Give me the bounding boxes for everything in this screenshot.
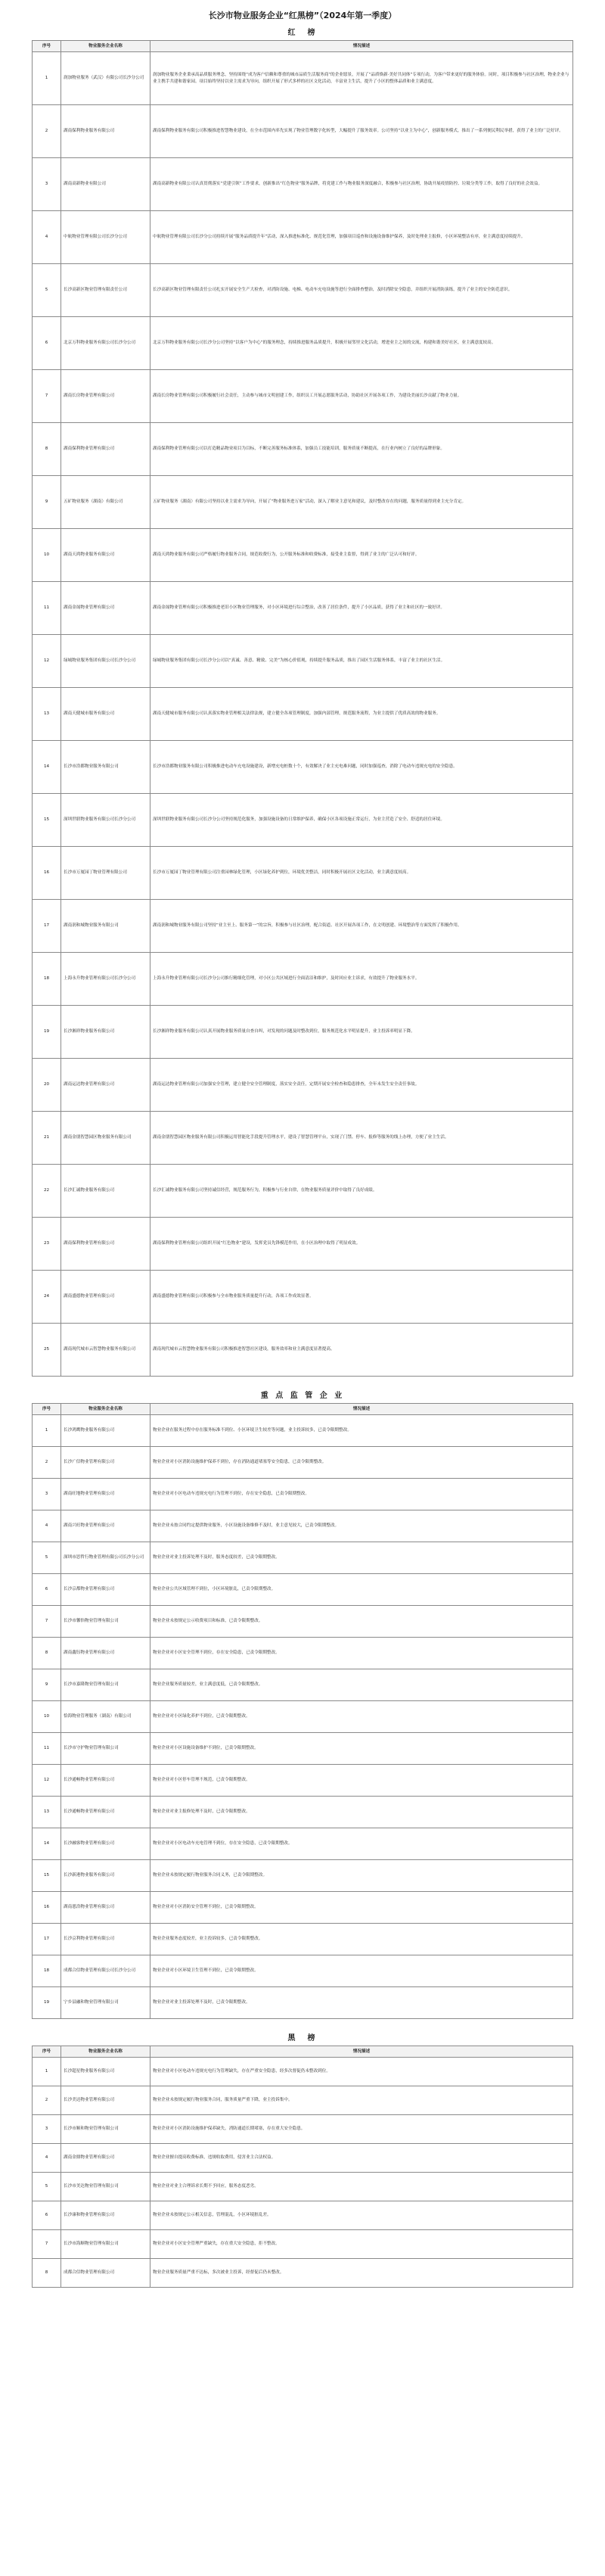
situation-description: 物业企业对业主投诉处理不及时，已责令限期整改。	[150, 1987, 573, 2019]
company-name: 长沙超星物业服务有限公司	[61, 2058, 150, 2086]
table-row	[33, 1765, 573, 1797]
row-number: 15	[33, 1860, 61, 1892]
situation-description: 湖南保利物业管理有限公司组织开展“红色物业”建设，发挥党员先锋模范作用，在小区治理中取得了明显成效。	[150, 1218, 573, 1271]
company-name: 湖南长房物业管理有限公司	[61, 370, 150, 423]
row-number: 22	[33, 1165, 61, 1218]
company-name: 湖南现代城市云智慧物业服务有限公司	[61, 1324, 150, 1377]
company-name: 长沙市嘉隆物业管理有限公司	[61, 1669, 150, 1701]
row-number: 23	[33, 1218, 61, 1271]
table-row	[33, 1797, 573, 1828]
header-name: 物业服务企业名称	[61, 2046, 150, 2058]
company-name: 长沙市馨怡物业管理有限公司	[61, 1606, 150, 1638]
row-number: 8	[33, 423, 61, 476]
situation-description: 物业企业对小区电动车违规充电行为管理缺失，存在严重安全隐患，经多次督促仍未整改到位。	[150, 2058, 573, 2086]
red-list-body	[33, 52, 573, 1377]
company-name: 成都合信物业管理有限公司	[61, 2259, 150, 2288]
situation-description: 湖南高新物业有限公司认真贯彻落实“党建引领”工作要求，创新推出“红色物业”服务品牌，将党建工作与物业服务深度融合，积极参与社区治理，协助开展疫情防控、垃圾分类等工作，取得了良好的社会效益。	[150, 158, 573, 211]
situation-description: 润加物业服务企业秉承高品质服务理念，坚持围绕“成为客户信赖和尊重的城市品质生活服务商”的企业愿景，开展了“品质焕新·美好共同体”专项行动，为客户带来更好的服务体验。同时，项目积极参与社区治理，物业企业与业主携手共建和谐家园。项目始终坚持以业主需求为导向，组织开展了形式多样的社区文化活动，丰富业主生活，提升了小区的整体品质和业主满意度。	[150, 52, 573, 105]
company-name: 湖南保利物业服务有限公司	[61, 105, 150, 158]
row-number: 18	[33, 953, 61, 1006]
company-name: 长沙市万厦园丁物业管理有限公司	[61, 847, 150, 900]
situation-description: 物业企业对小区电动车充电管理不到位，存在安全隐患，已责令限期整改。	[150, 1828, 573, 1860]
table-row	[33, 1892, 573, 1924]
company-name: 长沙通畅物业管理有限公司	[61, 1765, 150, 1797]
table-row	[33, 158, 573, 211]
table-row	[33, 847, 573, 900]
situation-description: 上海永升物业管理有限公司长沙分公司推行精细化管理，对小区公共区域进行全面清洁和维护，及时回应业主诉求，有效提升了物业服务水平。	[150, 953, 573, 1006]
company-name: 宁乡县融和物业管理有限公司	[61, 1987, 150, 2019]
table-row	[33, 2144, 573, 2173]
company-name: 湖南旺地物业管理有限公司	[61, 1479, 150, 1510]
row-number: 21	[33, 1112, 61, 1165]
table-row	[33, 1606, 573, 1638]
company-name: 湖南金鼎物业管理有限公司	[61, 2144, 150, 2173]
situation-description: 中航物业管理有限公司长沙分公司持续开展“服务品质提升年”活动，深入推进标准化、规范化管理，加强项目巡查和设施设备维护保养，及时处理业主报修，小区环境整洁有序，业主满意度持续提升。	[150, 211, 573, 264]
table-row	[33, 1574, 573, 1606]
situation-description: 物业企业服务态度较差，业主投诉较多，已责令限期整改。	[150, 1924, 573, 1955]
row-number: 6	[33, 2201, 61, 2230]
company-name: 成都合信物业管理有限公司长沙分公司	[61, 1955, 150, 1987]
situation-description: 物业企业对小区消防安全管理不到位，已责令限期整改。	[150, 1892, 573, 1924]
situation-description: 湖南保利物业服务有限公司积极推进智慧物业建设，在全市范围内率先实现了物业管理数字化转型，大幅提升了服务效率。公司坚持“以业主为中心”，创新服务模式，推出了一系列便民利民举措，获得了业主的广泛好评。	[150, 105, 573, 158]
situation-description: 湖南金朋智慧园区物业服务有限公司积极运用智能化手段提升管理水平，建设了智慧管理平台，实现了门禁、停车、报修等服务的线上办理，方便了业主生活。	[150, 1112, 573, 1165]
header-desc: 情况描述	[150, 1404, 573, 1415]
company-name: 深圳世联物业服务有限公司长沙分公司	[61, 794, 150, 847]
table-row	[33, 370, 573, 423]
header-num: 序号	[33, 41, 61, 52]
table-row	[33, 1924, 573, 1955]
row-number: 6	[33, 1574, 61, 1606]
row-number: 19	[33, 1987, 61, 2019]
situation-description: 物业企业公共区域管理不到位，小区环境脏乱，已责令限期整改。	[150, 1574, 573, 1606]
row-number: 2	[33, 2086, 61, 2115]
table-header-row	[33, 41, 573, 52]
row-number: 8	[33, 2259, 61, 2288]
row-number: 11	[33, 1733, 61, 1765]
situation-description: 物业企业对业主投诉处理不及时，服务态度较差，已责令限期整改。	[150, 1542, 573, 1574]
company-name: 五矿物业服务（湖南）有限公司	[61, 476, 150, 529]
situation-description: 物业企业对小区停车管理不规范，已责令限期整改。	[150, 1765, 573, 1797]
red-list-table	[32, 40, 573, 1377]
row-number: 8	[33, 1638, 61, 1669]
situation-description: 物业企业对小区电动车违规充电行为管理不到位，存在安全隐患，已责令限期整改。	[150, 1479, 573, 1510]
header-num: 序号	[33, 1404, 61, 1415]
row-number: 17	[33, 1924, 61, 1955]
company-name: 深圳市思哲行物业管理有限公司长沙分公司	[61, 1542, 150, 1574]
situation-description: 物业企业服务质量严重不达标，多次被业主投诉，经督促后仍未整改。	[150, 2259, 573, 2288]
focus-list-body	[33, 1415, 573, 2019]
table-row	[33, 52, 573, 105]
row-number: 5	[33, 1542, 61, 1574]
table-row	[33, 582, 573, 635]
table-row	[33, 1701, 573, 1733]
table-row	[33, 423, 573, 476]
row-number: 9	[33, 476, 61, 529]
table-row	[33, 1059, 573, 1112]
situation-description: 湖南天鸿物业服务有限公司严格履行物业服务合同，规范收费行为，公开服务标准和收费标准，接受业主监督，得到了业主的广泛认可和好评。	[150, 529, 573, 582]
row-number: 1	[33, 1415, 61, 1447]
company-name: 绿城物业服务集团有限公司长沙分公司	[61, 635, 150, 688]
header-desc: 情况描述	[150, 41, 573, 52]
situation-description: 绿城物业服务集团有限公司长沙分公司以“真诚、善意、精致、完美”为核心价值观，持续提升服务品质，推出了园区生活服务体系，丰富了业主的社区生活。	[150, 635, 573, 688]
company-name: 中航物业管理有限公司长沙分公司	[61, 211, 150, 264]
company-name: 长沙市守护物业管理有限公司	[61, 1733, 150, 1765]
situation-description: 湖南天健城市服务有限公司认真落实物业管理相关法律法规，建立健全各项管理制度，加强内部管理，规范服务流程，为业主提供了优质高效的物业服务。	[150, 688, 573, 741]
document-title: 长沙市物业服务企业“红黑榜”（2024年第一季度）	[208, 11, 397, 20]
company-name: 湖南润和城物业服务有限公司	[61, 900, 150, 953]
table-row	[33, 1638, 573, 1669]
black-list-title: 黑 榜	[287, 2034, 318, 2042]
table-row	[33, 2086, 573, 2115]
situation-description: 北京万科物业服务有限公司长沙分公司坚持“以客户为中心”的服务理念，持续推进服务品质提升，积极开展邻里文化活动，增进业主之间的交流，构建和谐美好社区，业主满意度较高。	[150, 317, 573, 370]
row-number: 7	[33, 1606, 61, 1638]
table-row	[33, 2115, 573, 2144]
company-name: 湖南恩浩物业管理有限公司	[61, 1892, 150, 1924]
situation-description: 物业企业服务质量较差，业主满意度低，已责令限期整改。	[150, 1669, 573, 1701]
row-number: 7	[33, 370, 61, 423]
situation-description: 物业企业在服务过程中存在服务标准不到位、小区环境卫生较差等问题，业主投诉较多，已责令限期整改。	[150, 1415, 573, 1447]
situation-description: 湖南润和城物业服务有限公司坚持“业主至上、服务第一”的宗旨，积极参与社区治理，配合街道、社区开展各项工作，在文明创建、环境整治等方面发挥了积极作用。	[150, 900, 573, 953]
table-row	[33, 1447, 573, 1479]
table-row	[33, 1828, 573, 1860]
row-number: 12	[33, 1765, 61, 1797]
table-row	[33, 476, 573, 529]
focus-list-title: 重 点 监 管 企 业	[260, 1392, 345, 1400]
company-name: 长沙融客物业管理有限公司	[61, 1828, 150, 1860]
table-row	[33, 1112, 573, 1165]
table-row	[33, 900, 573, 953]
table-header-row	[33, 2046, 573, 2058]
situation-description: 湖南现代城市云智慧物业服务有限公司积极推进智慧社区建设，服务效率和业主满意度显著提高。	[150, 1324, 573, 1377]
situation-description: 湖南运达物业管理有限公司加强安全管理，建立健全安全管理制度，落实安全责任，定期开展安全检查和隐患排查，全年未发生安全责任事故。	[150, 1059, 573, 1112]
table-row	[33, 1733, 573, 1765]
company-name: 北京万科物业服务有限公司长沙分公司	[61, 317, 150, 370]
row-number: 19	[33, 1006, 61, 1059]
company-name: 湖南保利物业管理有限公司	[61, 1218, 150, 1271]
situation-description: 物业企业对业主报修处理不及时，已责令限期整改。	[150, 1797, 573, 1828]
company-name: 长沙新港物业服务有限公司	[61, 1860, 150, 1892]
company-name: 长沙市海顺物业管理有限公司	[61, 2230, 150, 2259]
row-number: 3	[33, 2115, 61, 2144]
situation-description: 湖南金晟物业管理有限公司积极推进老旧小区物业管理服务，对小区环境进行综合整治，改善了居住条件，提升了小区品质，获得了业主和社区的一致好评。	[150, 582, 573, 635]
row-number: 18	[33, 1955, 61, 1987]
row-number: 3	[33, 158, 61, 211]
table-row	[33, 1324, 573, 1377]
company-name: 长沙美达物业管理有限公司	[61, 2086, 150, 2115]
situation-description: 五矿物业服务（湖南）有限公司坚持以业主需求为导向，开展了“物业服务进万家”活动，深入了解业主意见和建议，及时整改存在的问题，服务质量得到业主充分肯定。	[150, 476, 573, 529]
situation-description: 物业企业未按合同约定提供物业服务，小区设施设备维修不及时，业主意见较大，已责令限期整改。	[150, 1510, 573, 1542]
situation-description: 长沙市浩都物业服务有限公司积极推进电动车充电设施建设，新增充电桩数十个，有效解决了业主充电难问题，同时加强巡查，消除了电动车违规充电的安全隐患。	[150, 741, 573, 794]
company-name: 恰海物业管理服务（湖南）有限公司	[61, 1701, 150, 1733]
row-number: 4	[33, 2144, 61, 2173]
table-row	[33, 2173, 573, 2201]
company-name: 长沙湘祥物业服务有限公司	[61, 1006, 150, 1059]
row-number: 16	[33, 847, 61, 900]
table-row	[33, 794, 573, 847]
company-name: 长沙市浩都物业服务有限公司	[61, 741, 150, 794]
table-row	[33, 1669, 573, 1701]
row-number: 3	[33, 1479, 61, 1510]
table-row	[33, 741, 573, 794]
company-name: 长沙市顺和物业管理有限公司	[61, 2115, 150, 2144]
row-number: 1	[33, 52, 61, 105]
table-row	[33, 1510, 573, 1542]
black-list-table	[32, 2046, 573, 2288]
header-name: 物业服务企业名称	[61, 41, 150, 52]
row-number: 10	[33, 529, 61, 582]
table-row	[33, 1165, 573, 1218]
table-row	[33, 529, 573, 582]
company-name: 长沙高新区物业管理有限责任公司	[61, 264, 150, 317]
table-row	[33, 1479, 573, 1510]
row-number: 17	[33, 900, 61, 953]
company-name: 湖南运达物业管理有限公司	[61, 1059, 150, 1112]
row-number: 11	[33, 582, 61, 635]
situation-description: 长沙市万厦园丁物业管理有限公司注重园林绿化管理，小区绿化养护到位，环境优美整洁，同时积极开展社区文化活动，业主满意度较高。	[150, 847, 573, 900]
situation-description: 物业企业未按规定公示收费项目和标准，已责令限期整改。	[150, 1606, 573, 1638]
company-name: 湖南金晟物业管理有限公司	[61, 582, 150, 635]
situation-description: 长沙湘祥物业服务有限公司认真开展物业服务质量自查自纠，对发现的问题及时整改到位，服务规范化水平明显提升，业主投诉率明显下降。	[150, 1006, 573, 1059]
situation-description: 物业企业对小区消防设施维护保养不到位，存在消防通道堵塞等安全隐患，已责令限期整改。	[150, 1447, 573, 1479]
situation-description: 物业企业对小区安全管理严重缺失，存在重大安全隐患，拒不整改。	[150, 2230, 573, 2259]
situation-description: 湖南保利物业管理有限公司以打造精品物业项目为目标，不断完善服务标准体系，加强员工技能培训，服务质量不断提高，在行业内树立了良好的品牌形象。	[150, 423, 573, 476]
company-name: 长沙鸿鹰物业服务有限公司	[61, 1415, 150, 1447]
situation-description: 长沙汇诚物业服务有限公司坚持诚信经营，规范服务行为，积极参与行业自律，在物业服务质量评价中取得了良好成绩。	[150, 1165, 573, 1218]
table-row	[33, 211, 573, 264]
header-desc: 情况描述	[150, 2046, 573, 2058]
situation-description: 物业企业对小区消防设施维护保养缺失，消防通道长期堵塞，存在重大安全隐患。	[150, 2115, 573, 2144]
situation-description: 物业企业对小区环境卫生管理不到位，已责令限期整改。	[150, 1955, 573, 1987]
table-row	[33, 953, 573, 1006]
row-number: 14	[33, 1828, 61, 1860]
row-number: 9	[33, 1669, 61, 1701]
table-row	[33, 1860, 573, 1892]
table-row	[33, 1218, 573, 1271]
row-number: 5	[33, 264, 61, 317]
focus-list-table	[32, 1403, 573, 2019]
situation-description: 物业企业对小区安全管理不到位，存在安全隐患，已责令限期整改。	[150, 1638, 573, 1669]
row-number: 24	[33, 1271, 61, 1324]
company-name: 上海永升物业管理有限公司长沙分公司	[61, 953, 150, 1006]
company-name: 湖南保利物业管理有限公司	[61, 423, 150, 476]
table-row	[33, 2230, 573, 2259]
row-number: 13	[33, 688, 61, 741]
situation-description: 物业企业未按规定公示相关信息，管理混乱，小区环境脏乱差。	[150, 2201, 573, 2230]
black-list-body	[33, 2058, 573, 2288]
company-name: 长沙康和物业管理有限公司	[61, 2201, 150, 2230]
header-name: 物业服务企业名称	[61, 1404, 150, 1415]
situation-description: 物业企业未按规定履行物业服务合同，服务质量严重下降，业主投诉集中。	[150, 2086, 573, 2115]
row-number: 16	[33, 1892, 61, 1924]
company-name: 湖南高新物业有限公司	[61, 158, 150, 211]
header-num: 序号	[33, 2046, 61, 2058]
row-number: 20	[33, 1059, 61, 1112]
row-number: 10	[33, 1701, 61, 1733]
table-row	[33, 317, 573, 370]
situation-description: 物业企业对业主合理诉求长期不予回应，服务态度恶劣。	[150, 2173, 573, 2201]
table-row	[33, 264, 573, 317]
situation-description: 深圳世联物业服务有限公司长沙分公司坚持规范化服务，加强设施设备的日常维护保养，确保小区各项设施正常运行，为业主营造了安全、舒适的居住环境。	[150, 794, 573, 847]
company-name: 长沙市美达物业管理有限公司	[61, 2173, 150, 2201]
company-name: 湖南兴旺物业管理有限公司	[61, 1510, 150, 1542]
table-row	[33, 688, 573, 741]
row-number: 4	[33, 1510, 61, 1542]
table-row	[33, 2259, 573, 2288]
row-number: 1	[33, 2058, 61, 2086]
table-row	[33, 1415, 573, 1447]
table-row	[33, 105, 573, 158]
company-name: 长沙京利物业管理有限公司	[61, 1924, 150, 1955]
table-row	[33, 1987, 573, 2019]
row-number: 2	[33, 1447, 61, 1479]
company-name: 湖南盛德物业管理有限公司	[61, 1271, 150, 1324]
situation-description: 湖南盛德物业管理有限公司积极参与全市物业服务质量提升行动，各项工作成效显著。	[150, 1271, 573, 1324]
table-row	[33, 1955, 573, 1987]
situation-description: 物业企业对小区绿化养护不到位，已责令限期整改。	[150, 1701, 573, 1733]
row-number: 13	[33, 1797, 61, 1828]
company-name: 长沙通畅物业管理有限公司	[61, 1797, 150, 1828]
row-number: 6	[33, 317, 61, 370]
situation-description: 湖南长房物业管理有限公司积极履行社会责任，主动参与城市文明创建工作，组织员工开展志愿服务活动，协助社区开展各项工作，为建设美丽长沙贡献了物业力量。	[150, 370, 573, 423]
company-name: 长沙广信物业管理有限公司	[61, 1447, 150, 1479]
table-row	[33, 2058, 573, 2086]
row-number: 5	[33, 2173, 61, 2201]
row-number: 15	[33, 794, 61, 847]
row-number: 12	[33, 635, 61, 688]
table-row	[33, 1271, 573, 1324]
table-row	[33, 635, 573, 688]
situation-description: 物业企业对小区设施设备维护不到位，已责令限期整改。	[150, 1733, 573, 1765]
company-name: 湖南天健城市服务有限公司	[61, 688, 150, 741]
company-name: 湖南鑫钰物业管理有限公司	[61, 1638, 150, 1669]
row-number: 2	[33, 105, 61, 158]
situation-description: 物业企业未按规定履行物业服务合同义务，已责令限期整改。	[150, 1860, 573, 1892]
situation-description: 长沙高新区物业管理有限责任公司扎实开展安全生产大检查，对消防设施、电梯、电动车充电设施等进行全面排查整治，及时消除安全隐患，并组织开展消防演练，提升了业主的安全防范意识。	[150, 264, 573, 317]
table-header-row	[33, 1404, 573, 1415]
table-row	[33, 1542, 573, 1574]
row-number: 25	[33, 1324, 61, 1377]
row-number: 4	[33, 211, 61, 264]
company-name: 长沙汇诚物业服务有限公司	[61, 1165, 150, 1218]
company-name: 湖南金朋智慧园区物业服务有限公司	[61, 1112, 150, 1165]
situation-description: 物业企业擅自提高收费标准，违规收取费用，侵害业主合法权益。	[150, 2144, 573, 2173]
company-name: 长沙京都物业管理有限公司	[61, 1574, 150, 1606]
row-number: 7	[33, 2230, 61, 2259]
red-list-title: 红 榜	[287, 29, 318, 37]
company-name: 湖南天鸿物业服务有限公司	[61, 529, 150, 582]
table-row	[33, 2201, 573, 2230]
company-name: 润加物业服务（武汉）有限公司长沙分公司	[61, 52, 150, 105]
row-number: 14	[33, 741, 61, 794]
table-row	[33, 1006, 573, 1059]
